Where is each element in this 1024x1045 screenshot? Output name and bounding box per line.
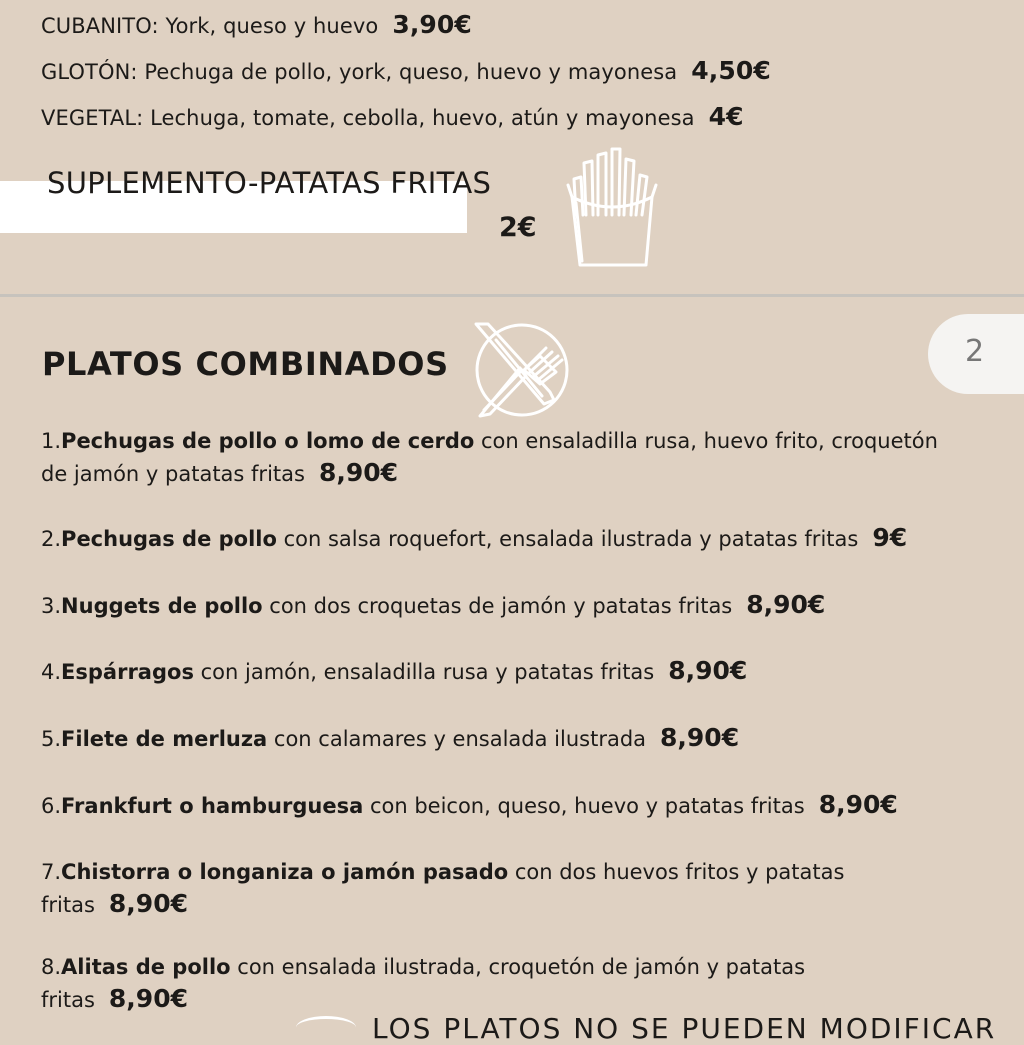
item-price: 8,90€ <box>660 723 740 752</box>
item-price: 9€ <box>872 523 908 552</box>
list-item <box>41 655 747 688</box>
menu-line-gloton <box>41 56 771 85</box>
item-description: con dos croquetas de jamón y patatas fritas <box>262 594 733 618</box>
item-price: 3,90€ <box>392 10 472 39</box>
menu-line-cubanito <box>41 10 472 39</box>
page-number: 2 <box>965 334 985 369</box>
list-item <box>41 856 921 921</box>
list-item <box>41 722 739 755</box>
supplement-price: 2€ <box>499 212 537 243</box>
menu-line-vegetal <box>41 102 744 131</box>
bocadillos-section <box>0 0 1024 296</box>
item-description: VEGETAL: Lechuga, tomate, cebolla, huevo, atún y mayonesa <box>41 106 695 130</box>
item-price: 4,50€ <box>691 56 771 85</box>
item-number: 5. <box>41 727 62 751</box>
item-description: con jamón, ensaladilla rusa y patatas fritas <box>193 660 655 684</box>
list-item <box>41 951 901 1016</box>
item-number: 8. <box>41 955 62 979</box>
item-name: Espárragos <box>61 660 194 684</box>
item-name: Pechugas de pollo o lomo de cerdo <box>61 429 475 453</box>
item-price: 8,90€ <box>746 590 826 619</box>
item-description: CUBANITO: York, queso y huevo <box>41 14 379 38</box>
item-name: Pechugas de pollo <box>61 527 277 551</box>
item-number: 3. <box>41 594 62 618</box>
item-price: 8,90€ <box>108 984 188 1013</box>
french-fries-icon <box>562 145 662 270</box>
item-price: 4€ <box>708 102 744 131</box>
section-title: PLATOS COMBINADOS <box>42 345 449 383</box>
item-number: 6. <box>41 794 62 818</box>
list-item <box>41 589 825 622</box>
item-name: Nuggets de pollo <box>61 594 263 618</box>
item-description: con calamares y ensalada ilustrada <box>267 727 647 751</box>
item-description: GLOTÓN: Pechuga de pollo, york, queso, huevo y mayonesa <box>41 60 678 84</box>
item-number: 2. <box>41 527 62 551</box>
item-description: con ensalada ilustrada, croquetón de jamón y patatas fritas <box>41 955 806 1012</box>
item-name: Frankfurt o hamburguesa <box>61 794 364 818</box>
footer-decoration <box>296 1016 356 1039</box>
section-divider <box>0 294 1024 297</box>
item-name: Alitas de pollo <box>61 955 231 979</box>
item-number: 4. <box>41 660 62 684</box>
supplement-title: SUPLEMENTO-PATATAS FRITAS <box>47 166 492 200</box>
item-description: con beicon, queso, huevo y patatas fritas <box>363 794 805 818</box>
item-price: 8,90€ <box>668 656 748 685</box>
item-description: con ensaladilla rusa, huevo frito, croquetón de jamón y patatas fritas <box>41 429 938 486</box>
item-name: Chistorra o longaniza o jamón pasado <box>61 860 509 884</box>
cutlery-plate-icon <box>466 318 578 418</box>
item-description: con salsa roquefort, ensalada ilustrada y patatas fritas <box>276 527 859 551</box>
footer-note: LOS PLATOS NO SE PUEDEN MODIFICAR <box>372 1012 997 1045</box>
item-name: Filete de merluza <box>61 727 268 751</box>
item-number: 7. <box>41 860 62 884</box>
list-item <box>41 522 907 555</box>
list-item <box>41 425 941 490</box>
item-number: 1. <box>41 429 62 453</box>
item-price: 8,90€ <box>108 889 188 918</box>
item-price: 8,90€ <box>818 790 898 819</box>
item-description: con dos huevos fritos y patatas fritas <box>41 860 845 917</box>
list-item <box>41 789 898 822</box>
item-price: 8,90€ <box>318 458 399 487</box>
